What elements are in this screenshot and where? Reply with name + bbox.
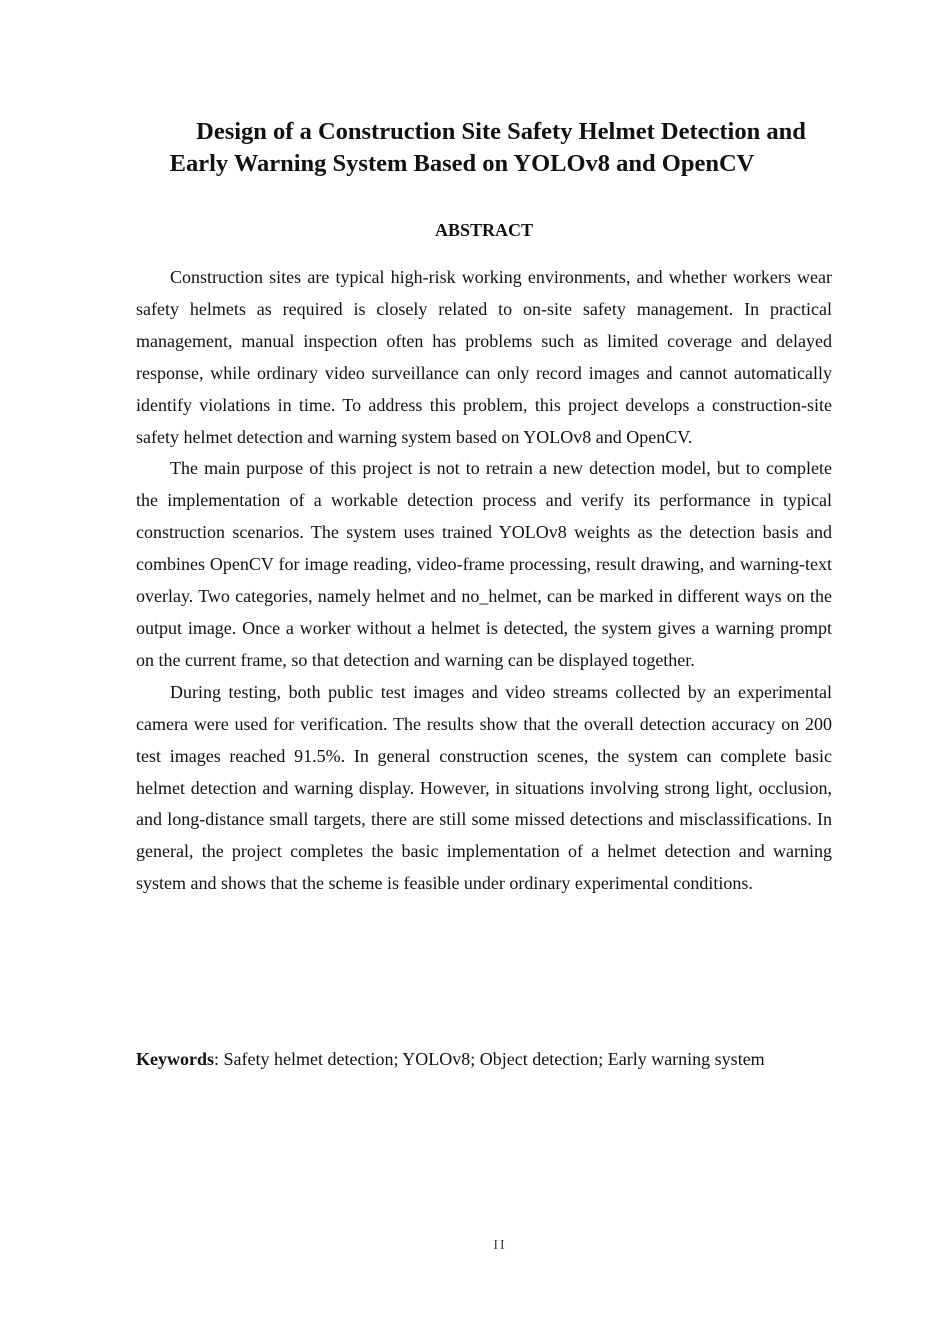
- abstract-paragraph-2: The main purpose of this project is not to retrain a new detection model, but to complete the implementation of a workable detection process and verify its performance in typical construction scenarios. The system uses trained YOLOv8 weights as the detection basis and combines OpenCV for image reading, video-frame processing, result drawing, and warning-text overlay. Two categories, namely helmet and no_helmet, can be marked in different ways on the output image. Once a worker without a helmet is detected, the system gives a warning prompt on the current frame, so that detection and warning can be displayed together.: [136, 458, 832, 670]
- paper-title-line-1: Design of a Construction Site Safety Helmet Detection and: [196, 118, 806, 145]
- keywords-label: Keywords: [136, 1049, 214, 1069]
- abstract-body: [136, 262, 832, 900]
- page-number: II: [493, 1238, 507, 1253]
- abstract-heading: ABSTRACT: [434, 220, 534, 240]
- abstract-paragraph-1: Construction sites are typical high-risk working environments, and whether workers wear safety helmets as required is closely related to on-site safety management. In practical management, manual inspection often has problems such as limited coverage and delayed response, while ordinary video surveillance can only record images and cannot automatically identify violations in time. To address this problem, this project develops a construction-site safety helmet detection and warning system based on YOLOv8 and OpenCV.: [136, 267, 832, 447]
- paper-title: [150, 116, 830, 180]
- abstract-paragraph-3: During testing, both public test images and video streams collected by an experimental camera were used for verification. The results show that the overall detection accuracy on 200 test images reached 91.5%. In general construction scenes, the system can complete basic helmet detection and warning display. However, in situations involving strong light, occlusion, and long-distance small targets, there are still some missed detections and misclassifications. In general, the project completes the basic implementation of a helmet detection and warning system and shows that the scheme is feasible under ordinary experimental conditions.: [136, 681, 832, 894]
- paper-title-line-2: Early Warning System Based on YOLOv8 and OpenCV: [169, 150, 755, 177]
- keywords-line: [136, 1045, 836, 1073]
- keywords-text: : Safety helmet detection; YOLOv8; Object detection; Early warning system: [214, 1049, 765, 1069]
